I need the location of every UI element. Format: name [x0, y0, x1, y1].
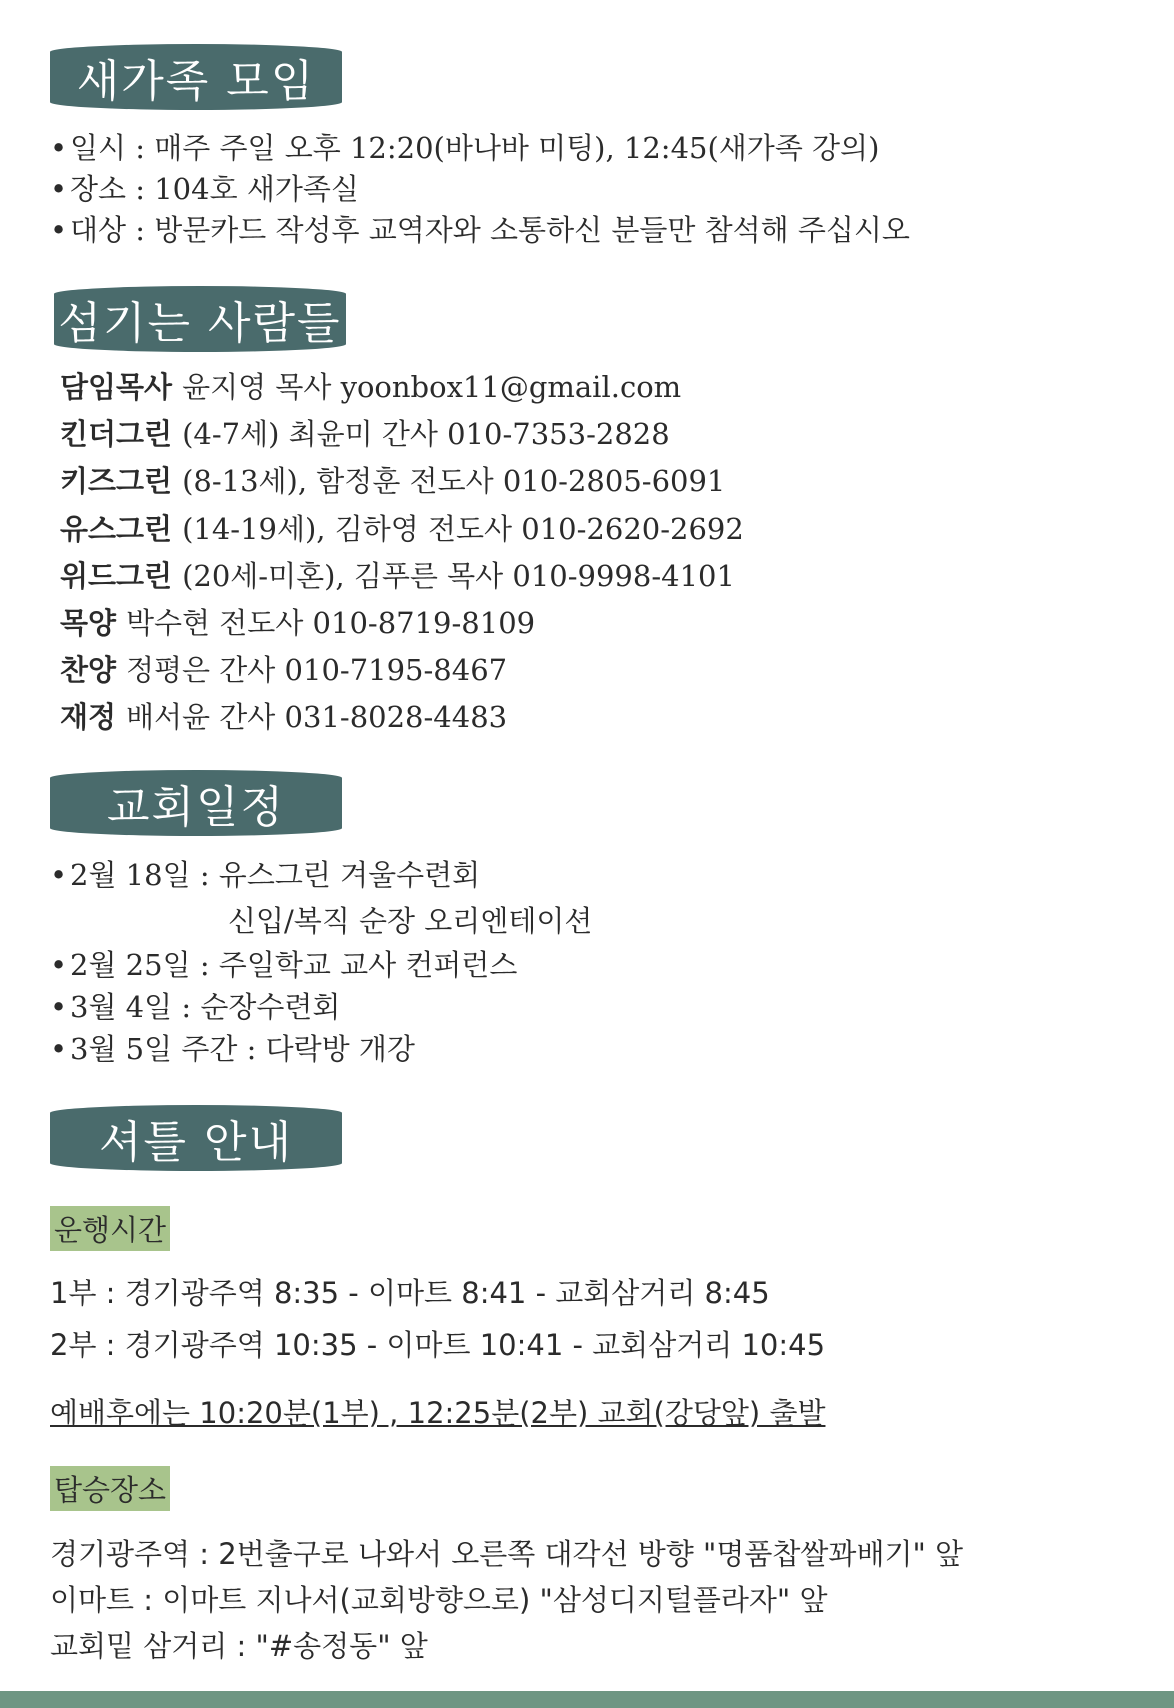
servant-row	[60, 506, 744, 553]
servant-row	[60, 458, 744, 505]
servant-row	[60, 694, 744, 741]
shuttle-stop-1: 경기광주역 : 2번출구로 나와서 오른쪽 대각선 방향 "명품찹쌀꽈배기" 앞	[50, 1537, 964, 1571]
shuttle-hours-label: 운행시간	[50, 1206, 170, 1251]
schedule-item-continued: 신입/복직 순장 오리엔테이션	[228, 904, 593, 938]
servant-detail: 박수현 전도사 010-8719-8109	[126, 606, 536, 641]
newfamily-info-list	[50, 128, 910, 251]
servant-detail: 정평은 간사 010-7195-8467	[126, 653, 508, 688]
servants-list	[60, 364, 744, 742]
servant-row	[60, 553, 744, 600]
shuttle-stop-3: 교회밑 삼거리 : "#송정동" 앞	[50, 1629, 428, 1663]
newfamily-title: 새가족 모임	[76, 56, 316, 107]
shuttle-stops-label: 탑승장소	[50, 1466, 170, 1511]
servant-role: 담임목사	[60, 370, 173, 404]
shuttle-after-service-note: 예배후에는 10:20분(1부) , 12:25분(2부) 교회(강당앞) 출발	[50, 1396, 826, 1430]
schedule-item: • 2월 18일 : 유스그린 겨울수련회	[50, 852, 592, 898]
schedule-item: • 2월 25일 : 주일학교 교사 컨퍼런스	[50, 944, 592, 986]
shuttle-stop-2: 이마트 : 이마트 지나서(교회방향으로) "삼성디지털플라자" 앞	[50, 1583, 828, 1617]
newfamily-item-place: • 장소 : 104호 새가족실	[50, 169, 910, 210]
shuttle-run-2: 2부 : 경기광주역 10:35 - 이마트 10:41 - 교회삼거리 10:45	[50, 1328, 826, 1362]
servants-title-banner	[54, 286, 346, 352]
servant-detail: (14-19세), 김하영 전도사 010-2620-2692	[182, 511, 744, 546]
servant-row	[60, 600, 744, 647]
servant-detail: (4-7세) 최윤미 간사 010-7353-2828	[182, 417, 670, 452]
servant-role: 찬양	[60, 653, 117, 688]
servant-row	[60, 647, 744, 694]
servant-role: 키즈그린	[60, 464, 173, 499]
schedule-item: • 3월 4일 : 순장수련회	[50, 986, 592, 1028]
servant-detail: 배서윤 간사 031-8028-4483	[126, 700, 508, 735]
newfamily-item-target: • 대상 : 방문카드 작성후 교역자와 소통하신 분들만 참석해 주십시오	[50, 210, 910, 251]
servant-row	[60, 364, 744, 411]
servant-row	[60, 411, 744, 458]
schedule-item: • 3월 5일 주간 : 다락방 개강	[50, 1028, 592, 1070]
schedule-title-banner	[50, 770, 342, 836]
schedule-title: 교회일정	[106, 782, 285, 833]
newfamily-title-banner	[50, 44, 342, 110]
bottom-divider-bar	[0, 1691, 1174, 1708]
shuttle-run-1: 1부 : 경기광주역 8:35 - 이마트 8:41 - 교회삼거리 8:45	[50, 1276, 770, 1310]
schedule-list	[50, 852, 592, 1070]
newfamily-item-time: • 일시 : 매주 주일 오후 12:20(바나바 미팅), 12:45(새가족 강의)	[50, 128, 910, 169]
servant-detail: 윤지영 목사 yoonbox11@gmail.com	[182, 370, 682, 404]
shuttle-title-banner	[50, 1105, 342, 1171]
shuttle-title: 셔틀 안내	[98, 1117, 293, 1168]
servant-detail: (8-13세), 함정훈 전도사 010-2805-6091	[182, 464, 726, 499]
servant-role: 위드그린	[60, 558, 173, 593]
servants-title: 섬기는 사람들	[58, 298, 342, 349]
servant-role: 재정	[60, 700, 117, 735]
servant-role: 목양	[60, 606, 117, 641]
servant-role: 킨더그린	[60, 417, 173, 452]
servant-detail: (20세-미혼), 김푸른 목사 010-9998-4101	[182, 558, 735, 593]
servant-role: 유스그린	[60, 511, 173, 546]
